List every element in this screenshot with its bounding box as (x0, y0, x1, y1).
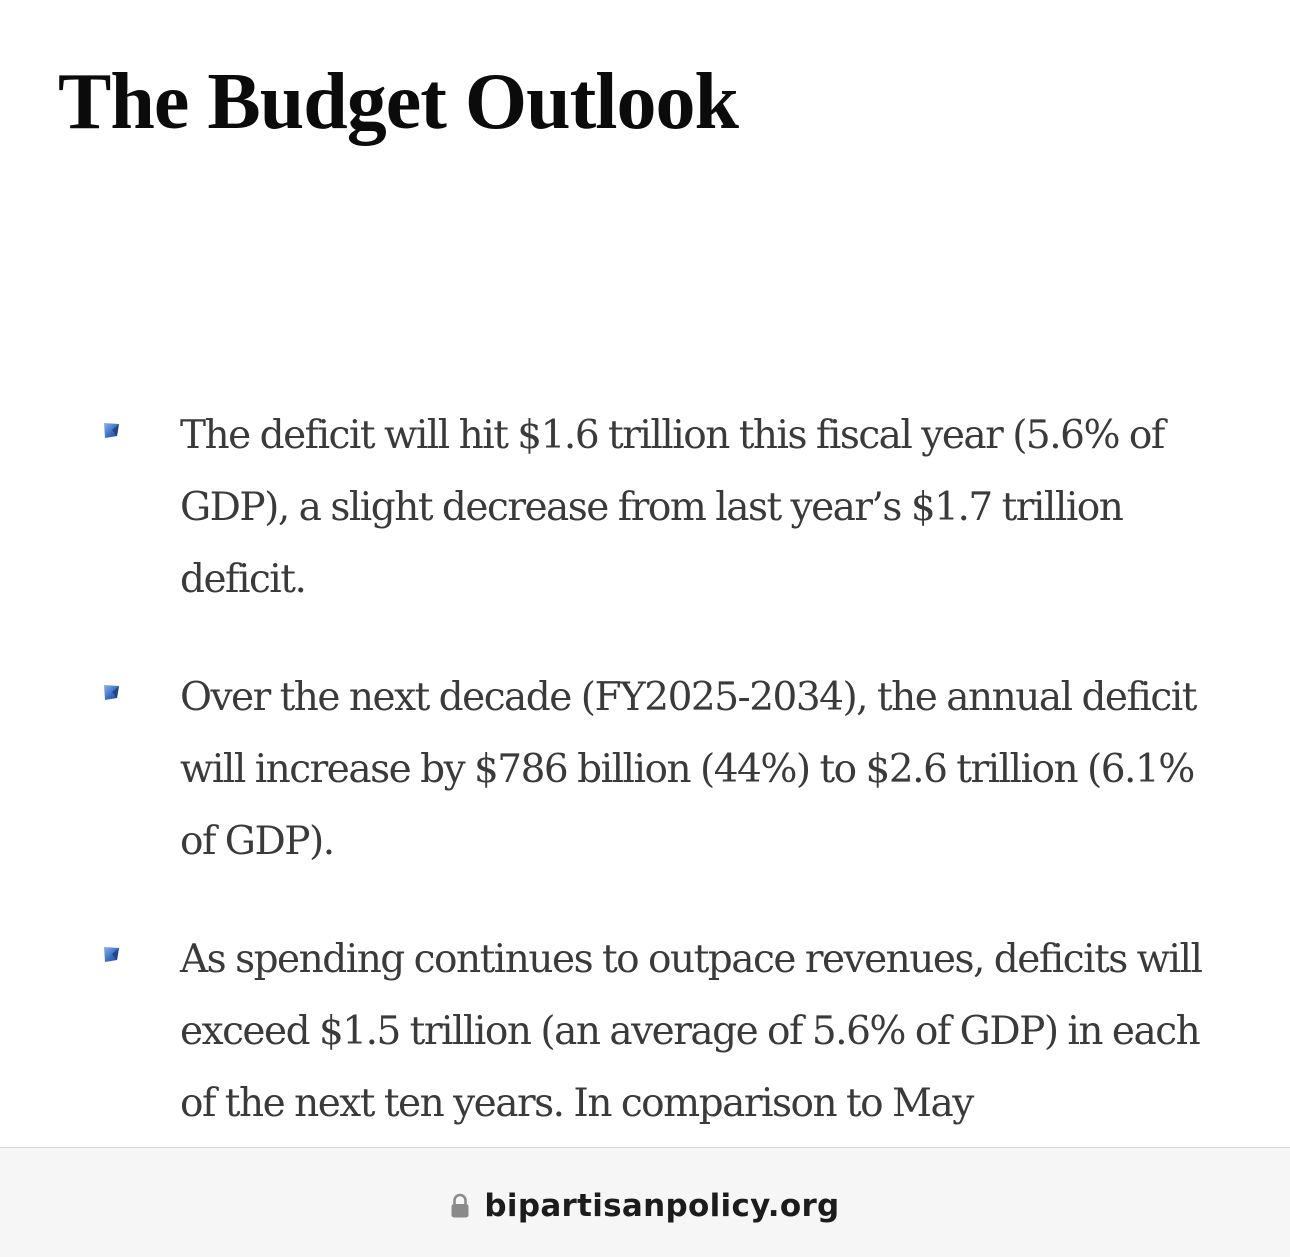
bullet-text: Over the next decade (FY2025-2034), the annual deficit will increase by $786 billion (44%) to $2.6 trillion (6.1% of GDP). (180, 675, 1196, 864)
list-item (0, 924, 1290, 1140)
blue-square-bullet-icon (103, 684, 120, 701)
lock-icon (450, 1193, 470, 1219)
blue-square-bullet-icon (103, 422, 120, 439)
bullet-text: The deficit will hit $1.6 trillion this fiscal year (5.6% of GDP), a slight decrease from last year’s $1.7 trillion deficit. (180, 413, 1164, 602)
url-display[interactable] (0, 1186, 1290, 1226)
page-title: The Budget Outlook (58, 58, 738, 146)
list-item (0, 400, 1290, 616)
bullet-list (0, 400, 1290, 1148)
url-text: bipartisanpolicy.org (484, 1188, 840, 1224)
bullet-text: As spending continues to outpace revenues, deficits will exceed $1.5 trillion (an average of 5.6% of GDP) in each of the next ten years. In comparison to May (180, 937, 1202, 1126)
browser-address-bar (0, 1147, 1290, 1257)
blue-square-bullet-icon (103, 946, 120, 963)
list-item (0, 662, 1290, 878)
